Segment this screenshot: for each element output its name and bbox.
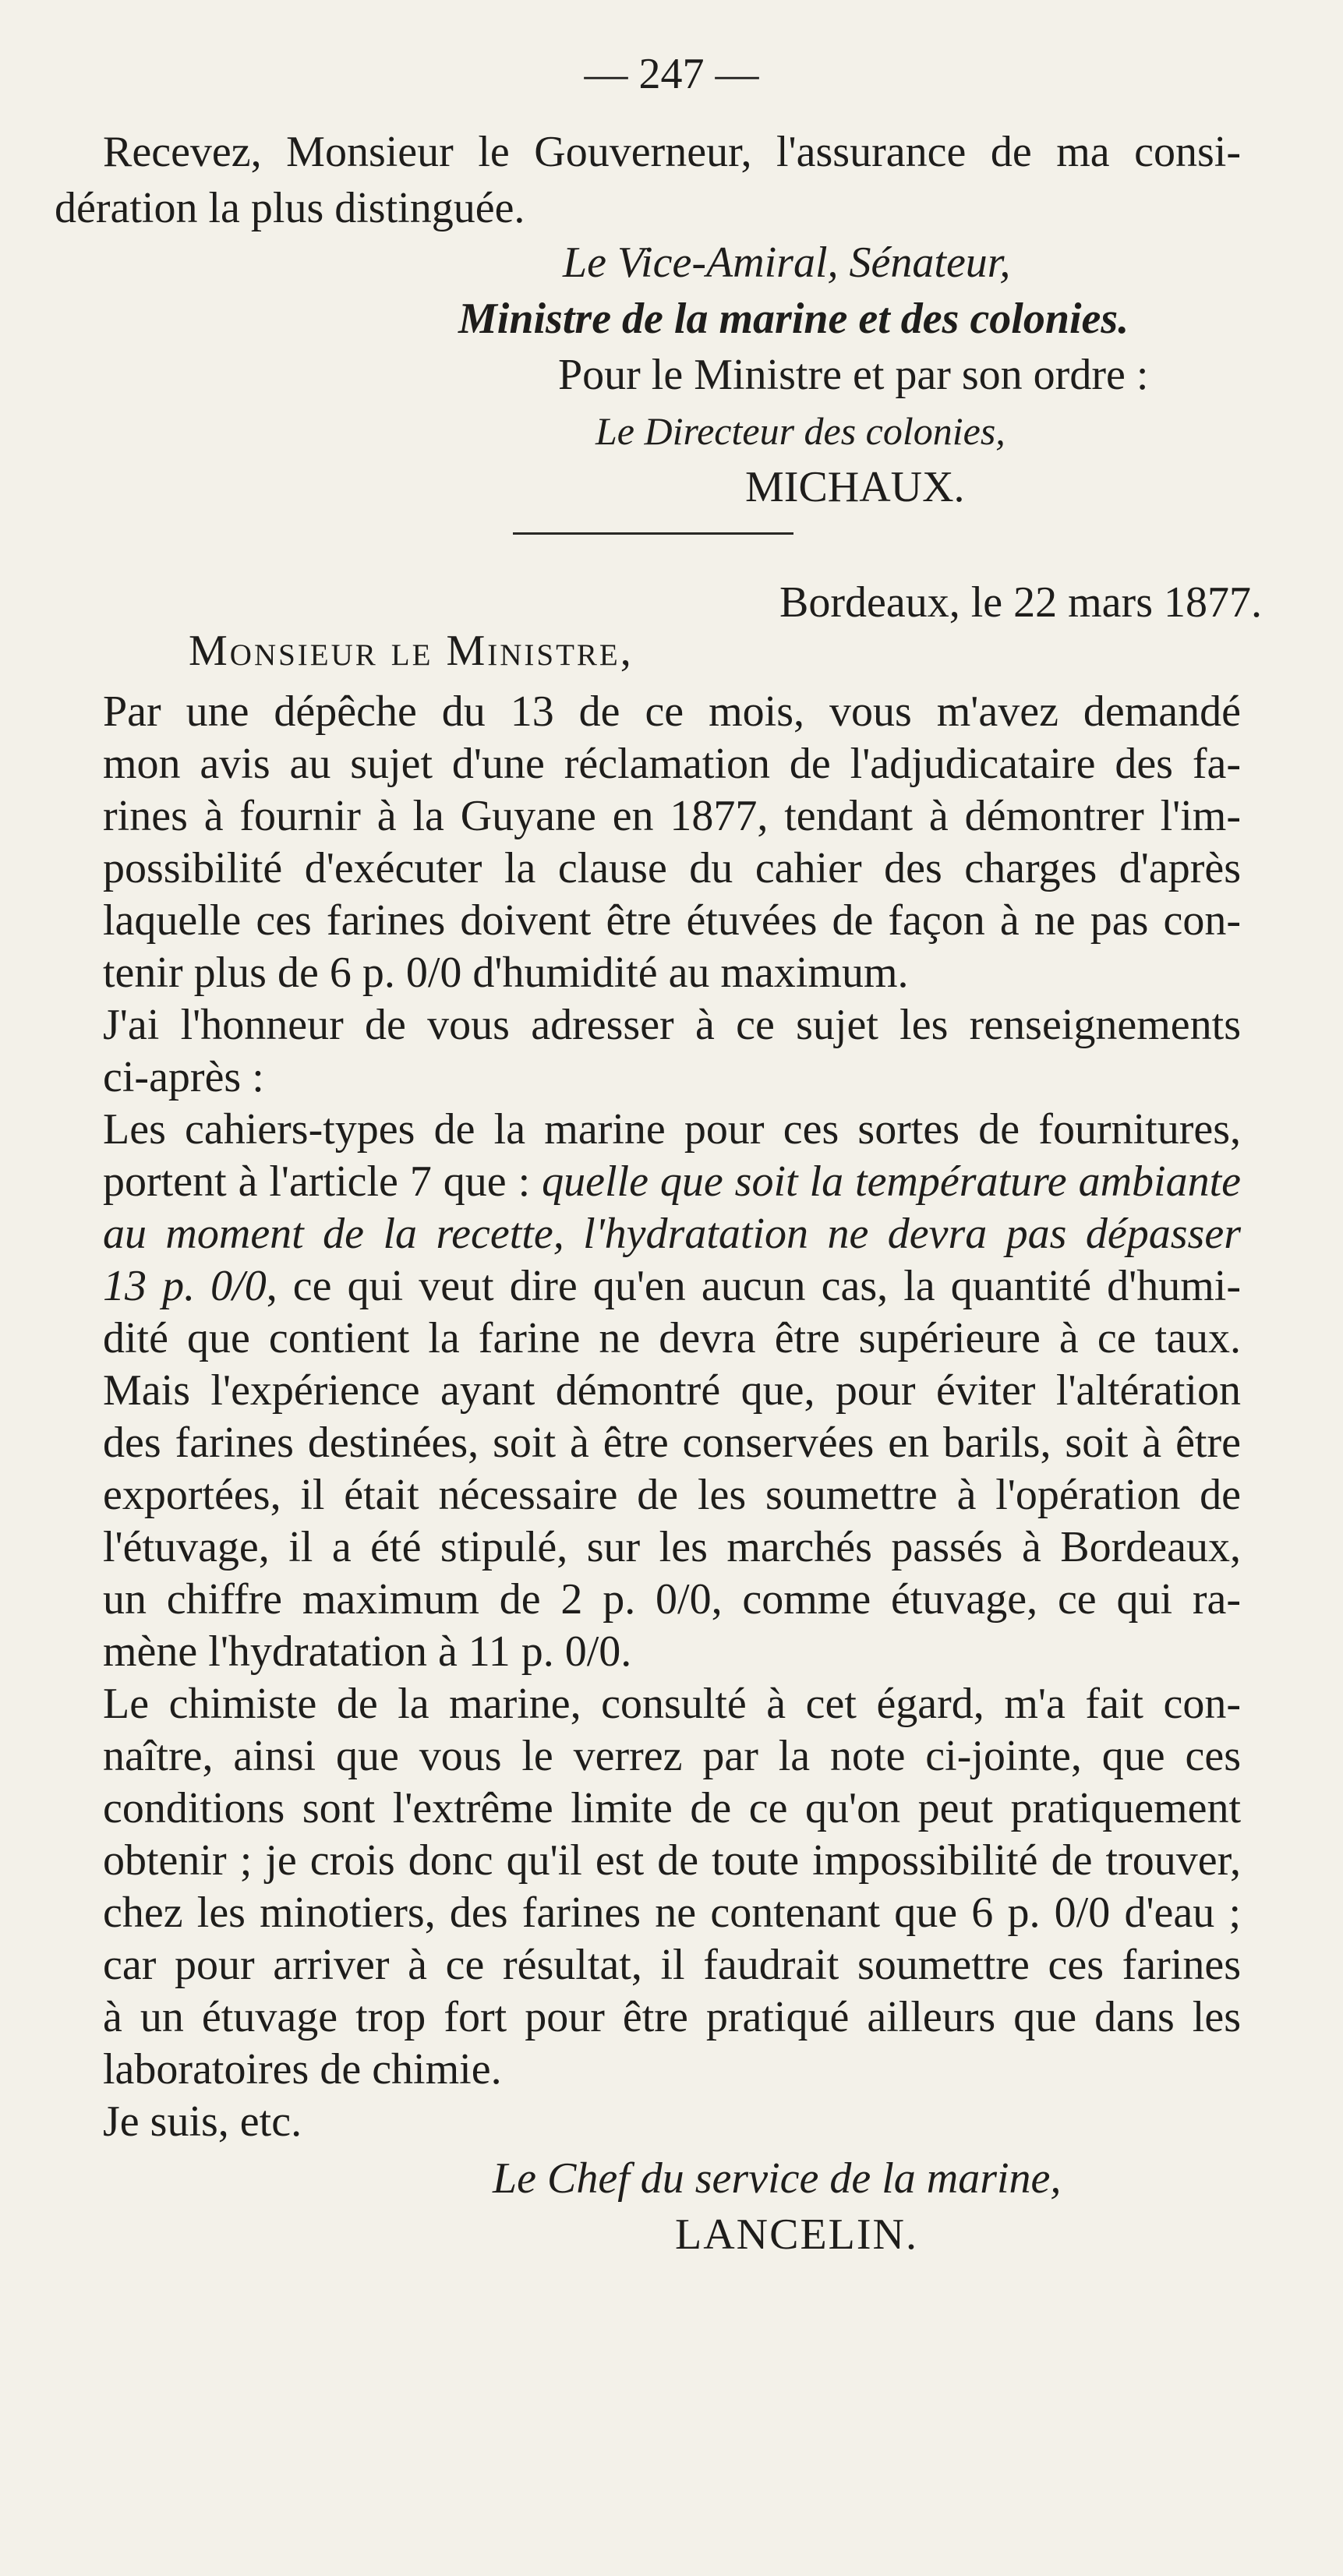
- para3-line-2: [103, 1154, 1241, 1209]
- para1-line-1: Par une dépêche du 13 de ce mois, vous m'avez demandé: [103, 687, 1241, 736]
- para4-line-3: conditions sont l'extrême limite de ce qu'on peut pratiquement: [103, 1784, 1241, 1832]
- para4-line-7: à un étuvage trop fort pour être pratiqué ailleurs que dans les: [103, 1993, 1241, 2041]
- closing-line-2: dération la plus distinguée.: [55, 184, 525, 232]
- para4-line-2: naître, ainsi que vous le verrez par la note ci-jointe, que ces: [103, 1732, 1241, 1780]
- para3-line-8: exportées, il était nécessaire de les soumettre à l'opération de: [103, 1471, 1241, 1519]
- para3-line-4: [103, 1259, 1241, 1313]
- para3-line-6: Mais l'expérience ayant démontré que, pour éviter l'altération: [103, 1366, 1241, 1415]
- para1-line-4: possibilité d'exécuter la clause du cahier des charges d'après: [103, 844, 1241, 892]
- para1-line-3: rines à fournir à la Guyane en 1877, tendant à démontrer l'im-: [103, 792, 1241, 840]
- closing-formula: Je suis, etc.: [103, 2097, 302, 2146]
- salutation: Monsieur le Ministre,: [189, 627, 634, 675]
- para3-line-9: l'étuvage, il a été stipulé, sur les marchés passés à Bordeaux,: [103, 1523, 1241, 1571]
- para3-line-5: dité que contient la farine ne devra être supérieure à ce taux.: [103, 1314, 1241, 1362]
- para3-line-2-start: portent à l'article 7 que :: [103, 1157, 543, 1206]
- closing-line-1: Recevez, Monsieur le Gouverneur, l'assurance de ma consi-: [103, 128, 1241, 176]
- para3-line-3: au moment de la recette, l'hydratation ne devra pas dépasser: [103, 1210, 1241, 1258]
- para3-line-4-rest: , ce qui veut dire qu'en aucun cas, la quantité d'humi-: [266, 1262, 1242, 1310]
- para3-line-1: Les cahiers-types de la marine pour ces sortes de fournitures,: [103, 1105, 1241, 1154]
- director-title: Le Directeur des colonies,: [596, 409, 1005, 453]
- separator-rule: [513, 532, 793, 535]
- signatory-name: MICHAUX.: [745, 463, 965, 511]
- para4-line-5: chez les minotiers, des farines ne contenant que 6 p. 0/0 d'eau ;: [103, 1889, 1241, 1937]
- para1-line-2: mon avis au sujet d'une réclamation de l'adjudicataire des fa-: [103, 740, 1241, 788]
- signatory-title-1: Le Vice-Amiral, Sénateur,: [563, 239, 1011, 287]
- para3-line-4-quote: 13 p. 0/0: [103, 1262, 267, 1310]
- para1-line-5: laquelle ces farines doivent être étuvées de façon à ne pas con-: [103, 896, 1241, 945]
- para1-line-6: tenir plus de 6 p. 0/0 d'humidité au maximum.: [103, 949, 909, 997]
- para4-line-1: Le chimiste de la marine, consulté à cet égard, m'a fait con-: [103, 1680, 1241, 1728]
- para3-line-2-quote: quelle que soit la température ambiante: [542, 1157, 1242, 1206]
- para2-line-2: ci-après :: [103, 1053, 264, 1101]
- para4-line-6: car pour arriver à ce résultat, il faudrait soumettre ces farines: [103, 1941, 1241, 1989]
- order-line: Pour le Ministre et par son ordre :: [558, 351, 1149, 399]
- para4-line-4: obtenir ; je crois donc qu'il est de toute impossibilité de trouver,: [103, 1836, 1241, 1885]
- para2-line-1: J'ai l'honneur de vous adresser à ce sujet les renseignements: [103, 1001, 1241, 1049]
- para3-line-11: mène l'hydratation à 11 p. 0/0.: [103, 1627, 632, 1676]
- para3-line-7: des farines destinées, soit à être conservées en barils, soit à être: [103, 1419, 1241, 1467]
- para3-line-10: un chiffre maximum de 2 p. 0/0, comme étuvage, ce qui ra-: [103, 1575, 1241, 1624]
- signatory-name-2: LANCELIN.: [675, 2210, 918, 2259]
- signatory-title-3: Le Chef du service de la marine,: [493, 2154, 1062, 2203]
- para4-line-8: laboratoires de chimie.: [103, 2045, 502, 2094]
- signatory-title-2: Ministre de la marine et des colonies.: [458, 295, 1129, 343]
- page-number: — 247 —: [584, 50, 759, 98]
- place-date: Bordeaux, le 22 mars 1877.: [779, 578, 1262, 627]
